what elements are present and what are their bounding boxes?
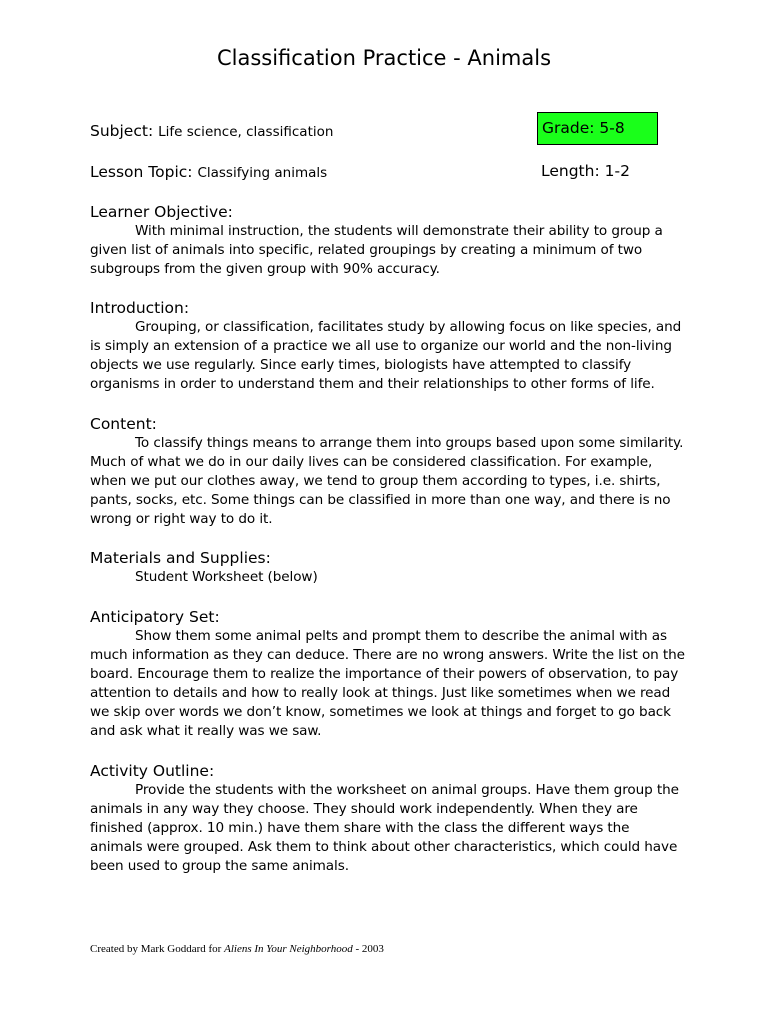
subject-value: Life science, classification [158,124,334,140]
lesson-topic-label: Lesson Topic: [90,163,193,181]
section-heading: Learner Objective: [90,203,233,221]
section-heading: Anticipatory Set: [90,608,220,626]
footer-suffix: - 2003 [352,943,384,955]
subject-label: Subject: [90,122,154,140]
learner-objective-section [90,202,686,279]
footer-credit [90,943,384,955]
anticipatory-set-section [90,607,686,741]
activity-outline-section [90,761,686,876]
section-heading: Introduction: [90,299,190,317]
lesson-topic-value: Classifying animals [197,165,328,181]
length-info: Length: 1-2 [541,162,630,180]
grade-badge: Grade: 5-8 [537,112,658,145]
section-body: Student Worksheet (below) [135,569,318,585]
page-title: Classification Practice - Animals [216,46,552,70]
section-heading: Materials and Supplies: [90,549,271,567]
section-body: To classify things means to arrange them into groups based upon some similarity. Much of what we do in our daily lives can be considered classification. For example, when we put our clothes away, we tend to group them according to types, i.e. shirts, pants, socks, etc. Some things can be classified in more than one way, and there is no wrong or right way to do it. [90,435,684,527]
section-body: Grouping, or classification, facilitates study by allowing focus on like species, and is simply an extension of a practice we all use to organize our world and the non-living objects we use regularly. Since early times, biologists have attempted to classify organisms in order to understand them and their relationships to other forms of life. [90,319,682,392]
section-body: Provide the students with the worksheet on animal groups. Have them group the animals in any way they choose. They should work independently. When they are finished (approx. 10 min.) have them share with the class the different ways the animals were grouped. Ask them to think about other characteristics, which could have been used to group the same animals. [90,782,679,874]
section-body: Show them some animal pelts and prompt them to describe the animal with as much information as they can deduce. There are no wrong answers. Write the list on the board. Encourage them to realize the importance of their powers of observation, to pay attention to details and how to really look at things. Just like sometimes when we read we skip over words we don’t know, sometimes we look at things and forget to go back and ask what it really was we saw. [90,628,685,739]
content-section [90,414,686,529]
section-heading: Content: [90,415,157,433]
introduction-section [90,298,686,394]
footer-prefix: Created by Mark Goddard for [90,943,225,955]
section-heading: Activity Outline: [90,762,215,780]
section-body: With minimal instruction, the students will demonstrate their ability to group a given list of animals into specific, related groupings by creating a minimum of two subgroups from the given group with 90% accuracy. [90,223,663,277]
materials-section [90,548,686,587]
footer-project-name: Aliens In Your Neighborhood [224,943,353,955]
